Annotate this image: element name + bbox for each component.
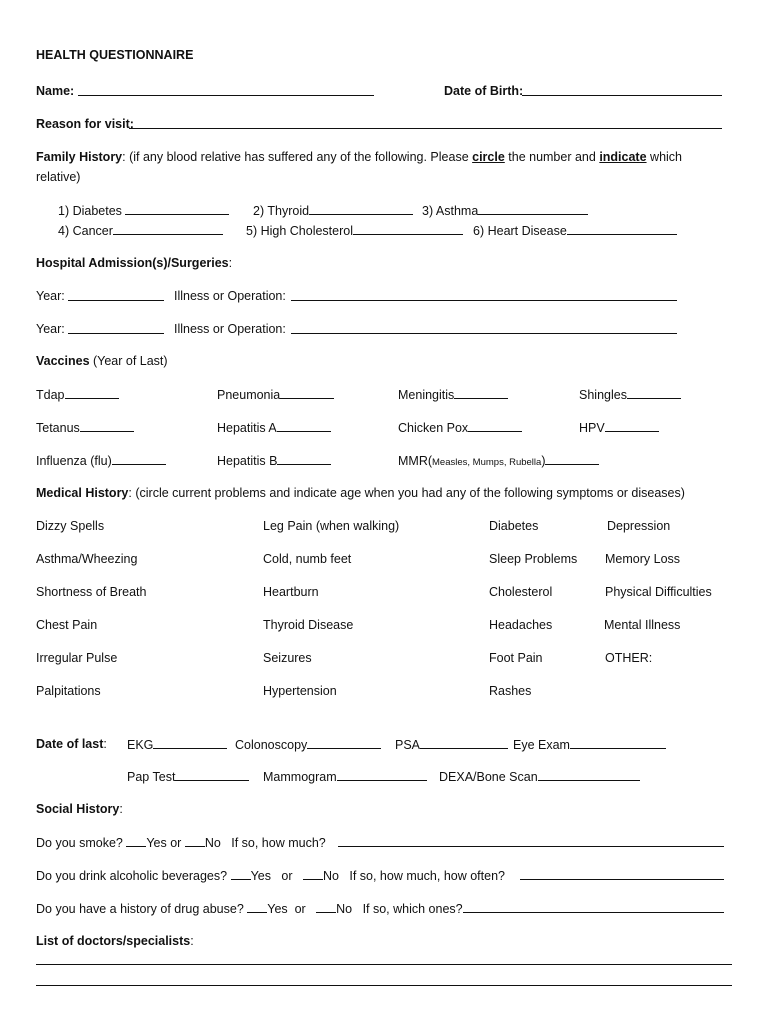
vaccine-tetanus[interactable] (36, 420, 134, 435)
drink-amount-field[interactable] (520, 879, 724, 880)
answer-line[interactable] (112, 453, 166, 465)
family-item-label: 2) Thyroid (253, 204, 310, 218)
vaccine-hpv[interactable] (579, 420, 659, 435)
vaccine-label: Chicken Pox (398, 421, 469, 435)
test-label: PSA (395, 738, 421, 752)
yes-line[interactable] (126, 835, 146, 847)
hospital-colon: : (228, 256, 233, 270)
hospital-illness-label: Illness or Operation: (174, 322, 286, 336)
family-item-label: 1) Diabetes (58, 204, 122, 218)
condition-item[interactable]: Physical Difficulties (605, 585, 712, 599)
date-of-last-label: Date of last (36, 737, 104, 751)
answer-line[interactable] (478, 203, 588, 215)
answer-line[interactable] (309, 203, 413, 215)
vaccine-label: MMR( (398, 454, 433, 468)
condition-item[interactable]: Depression (607, 519, 671, 533)
family-history-text-mid: the number and (504, 150, 600, 164)
answer-line[interactable] (280, 387, 334, 399)
family-item-diabetes[interactable] (58, 203, 229, 218)
yes-line[interactable] (231, 868, 251, 880)
vaccine-mmr-close: ) (541, 454, 546, 468)
vaccines-label: Vaccines (36, 354, 90, 368)
answer-line[interactable] (567, 223, 677, 235)
condition-item[interactable]: Palpitations (36, 684, 101, 698)
test-label: Pap Test (127, 770, 176, 784)
hospital-illness-label: Illness or Operation: (174, 289, 286, 303)
test-label: EKG (127, 738, 154, 752)
reason-label: Reason for visit: (36, 117, 134, 131)
question-text: Do you have a history of drug abuse? (36, 902, 248, 916)
date-ekg[interactable] (127, 737, 227, 752)
condition-item[interactable]: Sleep Problems (489, 552, 578, 566)
answer-line[interactable] (353, 223, 463, 235)
social-history-heading (36, 802, 123, 816)
test-label: Colonoscopy (235, 738, 308, 752)
indicate-word: indicate (599, 150, 647, 164)
vaccine-pneumonia[interactable] (217, 387, 334, 402)
answer-line[interactable] (337, 769, 427, 781)
family-item-label: 5) High Cholesterol (246, 224, 353, 238)
vaccine-label: Hepatitis B (217, 454, 278, 468)
name-field[interactable] (78, 95, 374, 96)
hospital-year-label: Year: (36, 289, 65, 303)
vaccine-meningitis[interactable] (398, 387, 508, 402)
date-eye-exam[interactable] (513, 737, 666, 752)
vaccine-mmr[interactable] (398, 453, 599, 470)
answer-line[interactable] (153, 737, 227, 749)
drug-details-field[interactable] (463, 912, 724, 913)
medical-history-label: Medical History (36, 486, 129, 500)
social-history-colon: : (119, 802, 123, 816)
family-item-cancer[interactable] (58, 223, 223, 238)
question-text: Do you smoke? (36, 836, 127, 850)
answer-line[interactable] (175, 769, 249, 781)
family-item-heart-disease[interactable] (473, 223, 677, 238)
condition-item-other[interactable]: OTHER: (605, 651, 653, 665)
or-label: or (281, 869, 293, 883)
answer-line[interactable] (420, 737, 508, 749)
vaccine-label: Hepatitis A (217, 421, 277, 435)
drink-question (36, 868, 505, 883)
answer-line[interactable] (277, 453, 331, 465)
family-history-text-end: which (646, 150, 682, 164)
date-psa[interactable] (395, 737, 508, 752)
question-text: Do you drink alcoholic beverages? (36, 869, 231, 883)
smoke-question (36, 835, 326, 850)
hospital-heading (36, 256, 232, 270)
test-label: Eye Exam (513, 738, 570, 752)
or-label: or (170, 836, 182, 850)
answer-line[interactable] (113, 223, 223, 235)
smoke-amount-field[interactable] (338, 846, 724, 847)
answer-line[interactable] (80, 420, 134, 432)
vaccine-label: Tdap (36, 388, 65, 402)
test-label: Mammogram (263, 770, 337, 784)
name-label: Name: (36, 84, 75, 98)
yes-line[interactable] (247, 901, 267, 913)
date-dexa[interactable] (439, 769, 640, 784)
condition-item[interactable]: Asthma/Wheezing (36, 552, 138, 566)
yes-label: Yes (146, 836, 167, 850)
family-item-label: 4) Cancer (58, 224, 113, 238)
vaccine-label: Pneumonia (217, 388, 281, 402)
family-item-thyroid[interactable] (253, 203, 413, 218)
condition-item[interactable]: Leg Pain (when walking) (263, 519, 400, 533)
vaccine-label: Meningitis (398, 388, 455, 402)
condition-item[interactable]: Hypertension (263, 684, 337, 698)
or-label: or (294, 902, 306, 916)
family-item-label: 6) Heart Disease (473, 224, 567, 238)
follow-up-text: If so, how much? (231, 836, 326, 850)
condition-item[interactable]: Shortness of Breath (36, 585, 147, 599)
condition-item[interactable]: Rashes (489, 684, 532, 698)
family-item-asthma[interactable] (422, 203, 588, 218)
medical-history-note: : (circle current problems and indicate age when you had any of the following symptoms or diseases) (128, 486, 685, 500)
family-item-label: 3) Asthma (422, 204, 479, 218)
condition-item[interactable]: Irregular Pulse (36, 651, 118, 665)
no-line[interactable] (316, 901, 336, 913)
vaccine-label: Shingles (579, 388, 627, 402)
family-item-cholesterol[interactable] (246, 223, 463, 238)
answer-line[interactable] (468, 420, 522, 432)
dob-label: Date of Birth: (444, 84, 524, 98)
doctors-label: List of doctors/specialists (36, 934, 191, 948)
reason-field[interactable] (129, 128, 722, 129)
condition-item[interactable]: Headaches (489, 618, 553, 632)
vaccine-mmr-detail: Measles, Mumps, Rubella (432, 457, 542, 468)
no-label: No (204, 836, 221, 850)
date-of-last-colon: : (103, 737, 107, 751)
date-pap-test[interactable] (127, 769, 249, 784)
no-label: No (322, 869, 339, 883)
answer-line[interactable] (454, 387, 508, 399)
test-label: DEXA/Bone Scan (439, 770, 538, 784)
hospital-illness-field[interactable] (291, 333, 677, 334)
vaccine-label: Tetanus (36, 421, 80, 435)
hospital-year-field[interactable] (68, 300, 164, 301)
no-line[interactable] (185, 835, 205, 847)
doctors-line-2[interactable] (36, 985, 732, 986)
condition-item[interactable]: Cholesterol (489, 585, 553, 599)
condition-item[interactable]: Mental Illness (604, 618, 681, 632)
yes-label: Yes (267, 902, 288, 916)
drug-question (36, 901, 463, 916)
vaccines-heading (36, 354, 168, 368)
date-mammogram[interactable] (263, 769, 427, 784)
vaccine-hepatitis-b[interactable] (217, 453, 331, 468)
date-of-last-heading (36, 737, 107, 751)
no-label: No (336, 902, 353, 916)
follow-up-text: If so, which ones? (362, 902, 463, 916)
family-history-line2: relative) (36, 170, 81, 184)
hospital-illness-field[interactable] (291, 300, 677, 301)
vaccine-shingles[interactable] (579, 387, 681, 402)
answer-line[interactable] (545, 453, 599, 465)
answer-line[interactable] (277, 420, 331, 432)
hospital-year-field[interactable] (68, 333, 164, 334)
condition-item[interactable]: Memory Loss (605, 552, 681, 566)
answer-line[interactable] (538, 769, 640, 781)
vaccine-tdap[interactable] (36, 387, 119, 402)
no-line[interactable] (303, 868, 323, 880)
answer-line[interactable] (605, 420, 659, 432)
condition-item[interactable]: Foot Pain (489, 651, 543, 665)
vaccine-label: Influenza (flu) (36, 454, 112, 468)
medical-history-heading (36, 486, 685, 500)
vaccine-hepatitis-a[interactable] (217, 420, 331, 435)
date-colonoscopy[interactable] (235, 737, 381, 752)
doctors-colon: : (190, 934, 194, 948)
answer-line[interactable] (570, 737, 666, 749)
doctors-line-1[interactable] (36, 964, 732, 965)
condition-item[interactable]: Chest Pain (36, 618, 98, 632)
answer-line[interactable] (627, 387, 681, 399)
follow-up-text: If so, how much, how often? (349, 869, 505, 883)
dob-field[interactable] (522, 95, 722, 96)
family-history-text: : (if any blood relative has suffered any of the following. Please (122, 150, 473, 164)
condition-item[interactable]: Dizzy Spells (36, 519, 105, 533)
vaccine-influenza[interactable] (36, 453, 166, 468)
condition-item[interactable]: Diabetes (489, 519, 539, 533)
family-history-intro (36, 150, 682, 164)
doctors-heading (36, 934, 194, 948)
condition-item[interactable]: Cold, numb feet (263, 552, 352, 566)
vaccine-chicken-pox[interactable] (398, 420, 522, 435)
form-title: HEALTH QUESTIONNAIRE (36, 48, 194, 62)
vaccine-label: HPV (579, 421, 605, 435)
yes-label: Yes (250, 869, 271, 883)
hospital-label: Hospital Admission(s)/Surgeries (36, 256, 229, 270)
vaccines-sub: (Year of Last) (89, 354, 168, 368)
answer-line[interactable] (65, 387, 119, 399)
hospital-year-label: Year: (36, 322, 65, 336)
condition-item[interactable]: Seizures (263, 651, 312, 665)
condition-item[interactable]: Thyroid Disease (263, 618, 354, 632)
circle-word: circle (472, 150, 505, 164)
social-history-label: Social History (36, 802, 120, 816)
answer-line[interactable] (125, 203, 229, 215)
condition-item[interactable]: Heartburn (263, 585, 319, 599)
answer-line[interactable] (307, 737, 381, 749)
family-history-label: Family History (36, 150, 123, 164)
